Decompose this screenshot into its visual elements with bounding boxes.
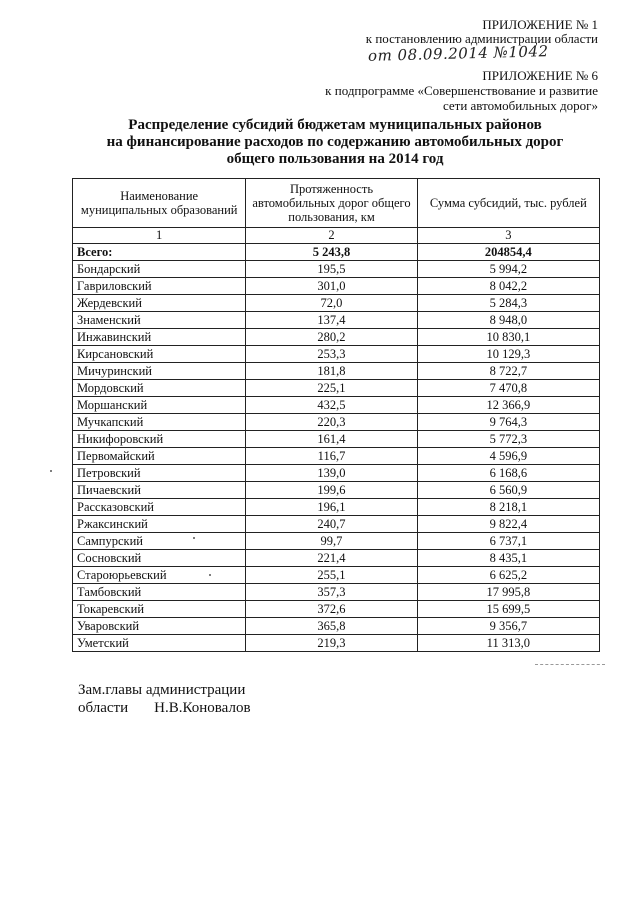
district-name: Знаменский: [73, 312, 246, 329]
district-name: Кирсановский: [73, 346, 246, 363]
district-name: Сампурский: [73, 533, 246, 550]
subsidy-sum: 6 168,6: [417, 465, 599, 482]
subsidy-sum: 5 994,2: [417, 261, 599, 278]
table-row: [73, 380, 600, 397]
table-row: [73, 516, 600, 533]
road-length: 357,3: [246, 584, 417, 601]
appendix-6-reference-line2: сети автомобильных дорог»: [442, 98, 598, 113]
scan-speck: [50, 470, 52, 472]
table-row: [73, 363, 600, 380]
table-row: [73, 261, 600, 278]
scan-speck: [193, 537, 195, 539]
road-length: 137,4: [246, 312, 417, 329]
district-name: Моршанский: [73, 397, 246, 414]
district-name: Мичуринский: [73, 363, 246, 380]
subsidy-table: [72, 178, 600, 652]
road-length: 432,5: [246, 397, 417, 414]
district-name: Инжавинский: [73, 329, 246, 346]
subsidy-sum: 10 129,3: [417, 346, 599, 363]
subsidy-sum: 12 366,9: [417, 397, 599, 414]
header-length: Протяженность автомобильных дорог общего пользования, км: [246, 179, 417, 228]
district-name: Никифоровский: [73, 431, 246, 448]
road-length: 221,4: [246, 550, 417, 567]
table-row: [73, 397, 600, 414]
table-row: [73, 584, 600, 601]
road-length: 240,7: [246, 516, 417, 533]
table-row: [73, 635, 600, 652]
table-row: [73, 329, 600, 346]
table-row: [73, 346, 600, 363]
road-length: 280,2: [246, 329, 417, 346]
subsidy-sum: 5 284,3: [417, 295, 599, 312]
district-name: Мордовский: [73, 380, 246, 397]
signature-block: [78, 681, 251, 717]
road-length: 365,8: [246, 618, 417, 635]
subsidy-sum: 8 218,1: [417, 499, 599, 516]
table-row: [73, 465, 600, 482]
table-row: [73, 499, 600, 516]
subsidy-sum: 8 435,1: [417, 550, 599, 567]
road-length: 372,6: [246, 601, 417, 618]
road-length: 220,3: [246, 414, 417, 431]
road-length: 225,1: [246, 380, 417, 397]
road-length: 72,0: [246, 295, 417, 312]
road-length: 116,7: [246, 448, 417, 465]
district-name: Гавриловский: [73, 278, 246, 295]
road-length: 253,3: [246, 346, 417, 363]
table-row: [73, 414, 600, 431]
subsidy-sum: 9 764,3: [417, 414, 599, 431]
subsidy-sum: 15 699,5: [417, 601, 599, 618]
table-row: [73, 482, 600, 499]
district-name: Тамбовский: [73, 584, 246, 601]
title-line-3: общего пользования на 2014 год: [226, 151, 444, 167]
district-name: Жердевский: [73, 295, 246, 312]
district-name: Уваровский: [73, 618, 246, 635]
appendix-1-title: ПРИЛОЖЕНИЕ № 1: [482, 17, 598, 32]
subsidy-sum: 4 596,9: [417, 448, 599, 465]
table-header-row: [73, 179, 600, 228]
table-row: [73, 431, 600, 448]
district-name: Первомайский: [73, 448, 246, 465]
scan-artifact-line: [535, 664, 605, 665]
header-name: Наименование муниципальных образований: [73, 179, 246, 228]
header-sum: Сумма субсидий, тыс. рублей: [417, 179, 599, 228]
total-sum: 204854,4: [417, 244, 599, 261]
road-length: 219,3: [246, 635, 417, 652]
subsidy-sum: 17 995,8: [417, 584, 599, 601]
road-length: 255,1: [246, 567, 417, 584]
document-title: [70, 117, 600, 168]
district-name: Бондарский: [73, 261, 246, 278]
subsidy-sum: 8 042,2: [417, 278, 599, 295]
district-name: Староюрьевский: [73, 567, 246, 584]
district-name: Уметский: [73, 635, 246, 652]
appendix-6-reference-line1: к подпрограмме «Совершенствование и развитие: [325, 83, 598, 98]
subsidy-sum: 8 722,7: [417, 363, 599, 380]
table-row: [73, 601, 600, 618]
subsidy-sum: 11 313,0: [417, 635, 599, 652]
column-number: 2: [246, 228, 417, 244]
total-label: Всего:: [73, 244, 246, 261]
subsidy-sum: 7 470,8: [417, 380, 599, 397]
subsidy-sum: 6 560,9: [417, 482, 599, 499]
appendix-1-reference: к постановлению администрации области: [365, 31, 598, 46]
district-name: Токаревский: [73, 601, 246, 618]
total-length: 5 243,8: [246, 244, 417, 261]
signature-position-line2: [78, 699, 251, 717]
column-number: 1: [73, 228, 246, 244]
column-number-row: [73, 228, 600, 244]
subsidy-sum: 6 737,1: [417, 533, 599, 550]
total-row: [73, 244, 600, 261]
title-line-2: на финансирование расходов по содержанию автомобильных дорог: [106, 134, 564, 150]
subsidy-sum: 10 830,1: [417, 329, 599, 346]
table-row: [73, 618, 600, 635]
district-name: Сосновский: [73, 550, 246, 567]
appendix-6-title: ПРИЛОЖЕНИЕ № 6: [482, 68, 598, 83]
subsidy-sum: 5 772,3: [417, 431, 599, 448]
district-name: Петровский: [73, 465, 246, 482]
road-length: 199,6: [246, 482, 417, 499]
scan-speck: [209, 574, 211, 576]
handwritten-date: от 08.09.2014 №1042: [367, 42, 549, 65]
signature-position-line1: Зам.главы администрации: [78, 682, 246, 698]
district-name: Мучкапский: [73, 414, 246, 431]
subsidy-sum: 9 356,7: [417, 618, 599, 635]
title-line-1: Распределение субсидий бюджетам муниципальных районов: [128, 117, 542, 133]
subsidy-sum: 6 625,2: [417, 567, 599, 584]
table-row: [73, 278, 600, 295]
table-row: [73, 550, 600, 567]
district-name: Рассказовский: [73, 499, 246, 516]
road-length: 181,8: [246, 363, 417, 380]
subsidy-sum: 8 948,0: [417, 312, 599, 329]
table-row: [73, 567, 600, 584]
table-row: [73, 448, 600, 465]
road-length: 195,5: [246, 261, 417, 278]
appendix-6-block: [325, 68, 598, 113]
road-length: 301,0: [246, 278, 417, 295]
table-row: [73, 312, 600, 329]
table-row: [73, 295, 600, 312]
signature-position: области: [78, 700, 129, 716]
road-length: 196,1: [246, 499, 417, 516]
road-length: 139,0: [246, 465, 417, 482]
column-number: 3: [417, 228, 599, 244]
district-name: Пичаевский: [73, 482, 246, 499]
table-row: [73, 533, 600, 550]
road-length: 99,7: [246, 533, 417, 550]
signatory-name: Н.В.Коновалов: [154, 700, 251, 716]
district-name: Ржаксинский: [73, 516, 246, 533]
road-length: 161,4: [246, 431, 417, 448]
subsidy-sum: 9 822,4: [417, 516, 599, 533]
